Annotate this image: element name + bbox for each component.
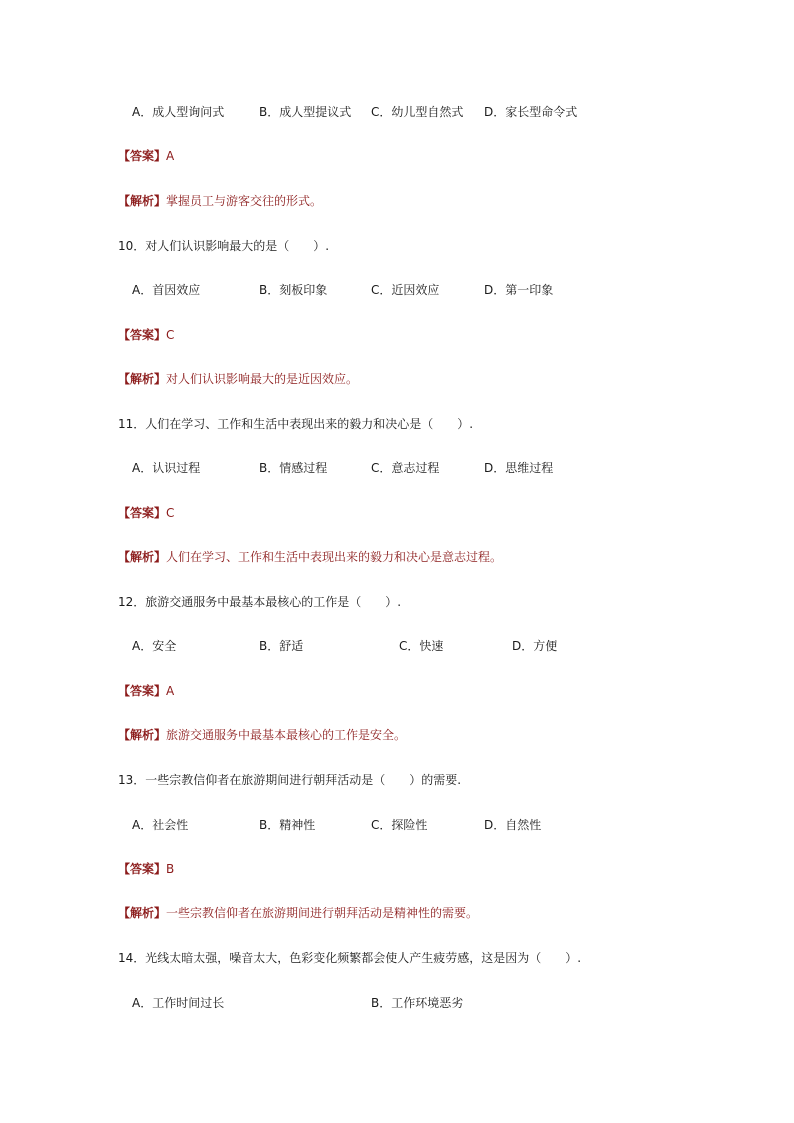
- analysis-tag: 【解析】: [118, 194, 167, 208]
- analysis-line-q12: [118, 727, 406, 743]
- option-b: B．成人型提议式: [259, 105, 352, 119]
- option-a: A．安全: [132, 639, 177, 653]
- option-a: A．认识过程: [132, 461, 201, 475]
- option-a: A．工作时间过长: [132, 996, 225, 1010]
- question-10: 10．对人们认识影响最大的是（ ）.: [118, 239, 330, 253]
- analysis-tag: 【解析】: [118, 372, 167, 386]
- answer-value: C: [166, 506, 175, 520]
- option-b: B．情感过程: [259, 461, 328, 475]
- answer-line-q11: [118, 505, 174, 521]
- analysis-text: 掌握员工与游客交往的形式。: [166, 194, 323, 208]
- analysis-tag: 【解析】: [118, 728, 167, 742]
- question-14: 14．光线太暗太强，噪音太大，色彩变化频繁都会使人产生疲劳感，这是因为（ ）.: [118, 951, 582, 965]
- option-c: C．意志过程: [371, 461, 440, 475]
- question-12: 12．旅游交通服务中最基本最核心的工作是（ ）.: [118, 595, 402, 609]
- option-a: A．社会性: [132, 818, 189, 832]
- answer-tag: 【答案】: [118, 862, 167, 876]
- analysis-line-q10: [118, 371, 358, 387]
- answer-tag: 【答案】: [118, 506, 167, 520]
- option-d: D．思维过程: [484, 461, 554, 475]
- answer-value: A: [166, 684, 175, 698]
- answer-line-q13: [118, 861, 174, 877]
- analysis-tag: 【解析】: [118, 906, 167, 920]
- option-c: C．幼儿型自然式: [371, 105, 464, 119]
- option-c: C．近因效应: [371, 283, 440, 297]
- option-d: D．自然性: [484, 818, 542, 832]
- answer-value: B: [166, 862, 175, 876]
- option-d: D．方便: [512, 639, 558, 653]
- option-c: C．探险性: [371, 818, 428, 832]
- option-d: D．家长型命令式: [484, 105, 578, 119]
- analysis-text: 人们在学习、工作和生活中表现出来的毅力和决心是意志过程。: [166, 550, 503, 564]
- analysis-line-q11: [118, 549, 502, 565]
- option-c: C．快速: [399, 639, 444, 653]
- option-b: B．刻板印象: [259, 283, 328, 297]
- question-13: 13．一些宗教信仰者在旅游期间进行朝拜活动是（ ）的需要.: [118, 773, 462, 787]
- analysis-line-q9: [118, 193, 322, 209]
- question-11: 11．人们在学习、工作和生活中表现出来的毅力和决心是（ ）.: [118, 417, 474, 431]
- answer-value: A: [166, 149, 175, 163]
- analysis-text: 对人们认识影响最大的是近因效应。: [166, 372, 359, 386]
- answer-line-q9: [118, 148, 174, 164]
- answer-tag: 【答案】: [118, 328, 167, 342]
- option-b: B．舒适: [259, 639, 304, 653]
- answer-value: C: [166, 328, 175, 342]
- option-d: D．第一印象: [484, 283, 554, 297]
- option-b: B．工作环境恶劣: [371, 996, 464, 1010]
- answer-line-q12: [118, 683, 174, 699]
- analysis-text: 旅游交通服务中最基本最核心的工作是安全。: [166, 728, 407, 742]
- option-b: B．精神性: [259, 818, 316, 832]
- option-a: A．成人型询问式: [132, 105, 225, 119]
- option-a: A．首因效应: [132, 283, 201, 297]
- answer-line-q10: [118, 327, 174, 343]
- analysis-line-q13: [118, 905, 478, 921]
- analysis-text: 一些宗教信仰者在旅游期间进行朝拜活动是精神性的需要。: [166, 906, 479, 920]
- answer-tag: 【答案】: [118, 684, 167, 698]
- analysis-tag: 【解析】: [118, 550, 167, 564]
- answer-tag: 【答案】: [118, 149, 167, 163]
